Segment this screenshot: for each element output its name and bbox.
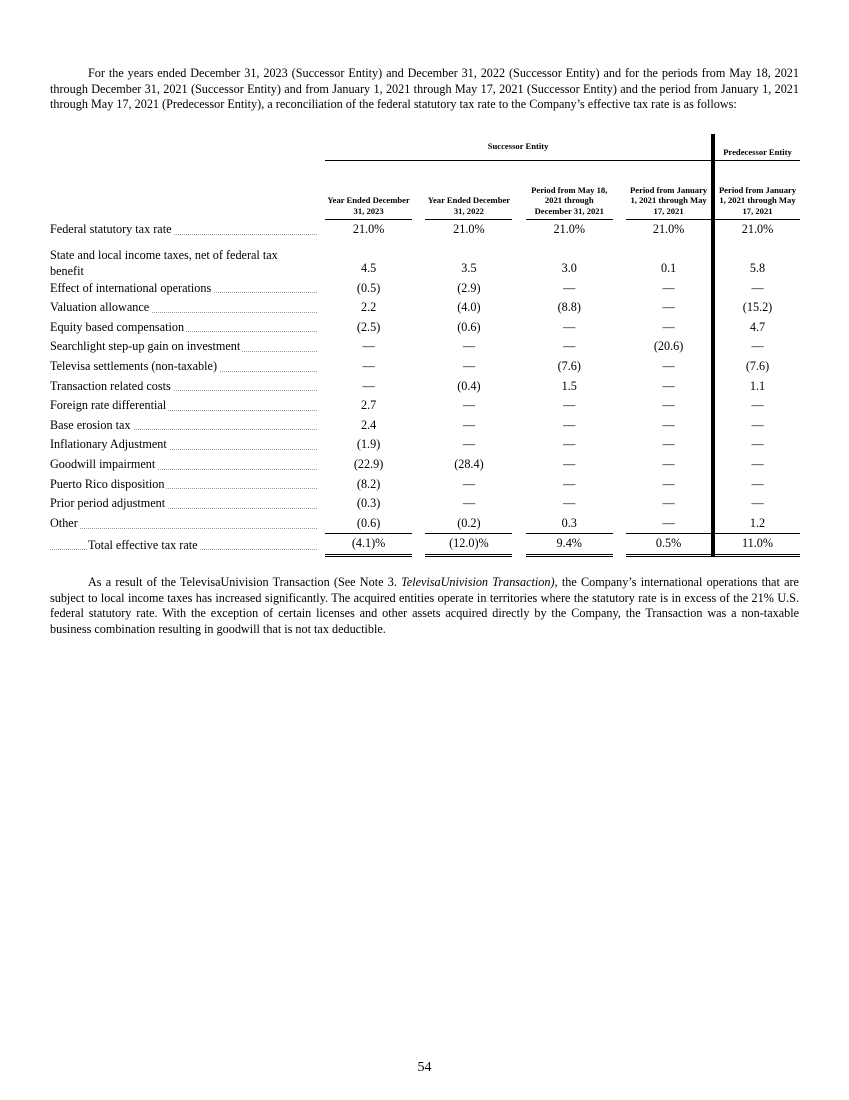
row-value: (4.1)% bbox=[325, 534, 412, 556]
row-value: 2.4 bbox=[360, 417, 377, 432]
spacer-cell bbox=[412, 514, 425, 534]
table-row bbox=[50, 455, 800, 475]
row-value: — bbox=[362, 339, 375, 354]
row-value: — bbox=[713, 416, 800, 436]
spacer-cell bbox=[512, 298, 525, 318]
row-value: — bbox=[462, 417, 475, 432]
spacer-cell bbox=[412, 377, 425, 397]
spacer-cell bbox=[412, 220, 425, 240]
row-value: 2.7 bbox=[360, 398, 377, 413]
spacer-cell bbox=[317, 455, 325, 475]
spacer-cell bbox=[512, 514, 525, 534]
row-value: — bbox=[462, 358, 475, 373]
row-value: — bbox=[662, 417, 675, 432]
spacer-cell bbox=[613, 435, 626, 455]
spacer-cell bbox=[412, 455, 425, 475]
row-value: — bbox=[662, 300, 675, 315]
spacer-cell bbox=[317, 494, 325, 514]
spacer-cell bbox=[317, 240, 325, 279]
row-value: (7.6) bbox=[713, 357, 800, 377]
row-value: — bbox=[662, 437, 675, 452]
row-value: — bbox=[563, 437, 576, 452]
row-value: (20.6) bbox=[653, 339, 684, 354]
column-header: Period from January 1, 2021 through May 17, 2021 bbox=[713, 161, 800, 220]
row-label bbox=[50, 337, 317, 357]
row-label-text: Puerto Rico disposition bbox=[50, 476, 165, 491]
total-row bbox=[50, 534, 800, 556]
row-label bbox=[50, 220, 317, 240]
row-label bbox=[50, 416, 317, 436]
spacer-cell bbox=[317, 534, 325, 556]
table-row bbox=[50, 396, 800, 416]
spacer-cell bbox=[412, 357, 425, 377]
row-value: — bbox=[662, 496, 675, 511]
spacer-cell bbox=[613, 318, 626, 338]
spacer-cell bbox=[317, 377, 325, 397]
spacer-cell bbox=[317, 279, 325, 299]
predecessor-entity-header: Predecessor Entity bbox=[713, 134, 800, 161]
row-value: 3.0 bbox=[561, 261, 577, 275]
closing-text-part1: As a result of the TelevisaUnivision Transaction (See Note 3. bbox=[88, 575, 402, 589]
row-label-text: Other bbox=[50, 516, 78, 531]
spacer-cell bbox=[412, 416, 425, 436]
table-row bbox=[50, 435, 800, 455]
row-value: (2.9) bbox=[457, 280, 481, 295]
spacer-cell bbox=[317, 337, 325, 357]
row-value: — bbox=[563, 319, 576, 334]
row-value: — bbox=[462, 437, 475, 452]
row-value: — bbox=[662, 378, 675, 393]
spacer-cell bbox=[512, 318, 525, 338]
row-value: 1.1 bbox=[713, 377, 800, 397]
row-value: (12.0)% bbox=[425, 534, 512, 556]
spacer-cell bbox=[317, 318, 325, 338]
spacer-cell bbox=[613, 416, 626, 436]
row-value: (0.2) bbox=[425, 514, 512, 534]
intro-text: For the years ended December 31, 2023 (Successor Entity) and December 31, 2022 (Successor Entity) and for the periods from May 18, 2021 through December 31, 2021 (Successor Entity) and from January 1, 2021 through May 17, 2021 (Successor Entity) and the period from January 1, 2021 through May 17, 2021 (Predecessor Entity), a reconciliation of the federal statutory tax rate to the Company’s effective tax rate is as follows: bbox=[50, 66, 799, 112]
row-value: — bbox=[462, 496, 475, 511]
row-label-text: Total effective tax rate bbox=[88, 537, 198, 552]
spacer-cell bbox=[512, 220, 525, 240]
row-value: — bbox=[563, 417, 576, 432]
row-value: 0.3 bbox=[526, 514, 613, 534]
row-value: — bbox=[662, 476, 675, 491]
row-label bbox=[50, 514, 317, 534]
row-value: — bbox=[362, 358, 375, 373]
spacer-cell bbox=[317, 514, 325, 534]
row-value: — bbox=[662, 319, 675, 334]
spacer-cell bbox=[512, 435, 525, 455]
column-header: Period from May 18, 2021 through December 31, 2021 bbox=[526, 161, 613, 220]
spacer-cell bbox=[512, 279, 525, 299]
spacer-cell bbox=[613, 475, 626, 495]
spacer-cell bbox=[512, 534, 525, 556]
spacer-cell bbox=[512, 416, 525, 436]
row-value: — bbox=[713, 435, 800, 455]
row-value: 21.0% bbox=[352, 222, 385, 236]
column-header: Year Ended December 31, 2023 bbox=[325, 161, 412, 220]
spacer-cell bbox=[512, 455, 525, 475]
row-value: — bbox=[563, 339, 576, 354]
row-value: 4.7 bbox=[713, 318, 800, 338]
row-value: — bbox=[713, 455, 800, 475]
spacer-cell bbox=[412, 279, 425, 299]
row-label bbox=[50, 377, 317, 397]
row-label bbox=[50, 435, 317, 455]
spacer-cell bbox=[512, 494, 525, 514]
row-value: 4.5 bbox=[360, 261, 377, 275]
table-row bbox=[50, 318, 800, 338]
row-label-text: Goodwill impairment bbox=[50, 456, 156, 471]
table-row bbox=[50, 377, 800, 397]
row-value: — bbox=[462, 339, 475, 354]
row-label-text: Valuation allowance bbox=[50, 300, 150, 315]
table-row bbox=[50, 220, 800, 240]
spacer-cell bbox=[317, 435, 325, 455]
row-value: (8.8) bbox=[557, 300, 581, 315]
row-value: (7.6) bbox=[557, 358, 581, 373]
spacer-cell bbox=[613, 279, 626, 299]
spacer-cell bbox=[613, 240, 626, 279]
row-value: — bbox=[462, 398, 475, 413]
row-value: — bbox=[563, 398, 576, 413]
spacer-cell bbox=[412, 298, 425, 318]
row-label bbox=[50, 240, 317, 279]
spacer-cell bbox=[613, 396, 626, 416]
spacer-cell bbox=[512, 377, 525, 397]
spacer-cell bbox=[613, 455, 626, 475]
row-value: — bbox=[662, 280, 675, 295]
row-value: (8.2) bbox=[356, 476, 381, 491]
spacer-cell bbox=[512, 337, 525, 357]
row-value: 5.8 bbox=[713, 240, 800, 279]
table-row bbox=[50, 357, 800, 377]
spacer-cell bbox=[317, 475, 325, 495]
closing-text-part2: , the Company’s international operations that are subject to local income taxes has increased significantly. The acquired entities operate in territories where the statutory rate is in excess of the 21% U.S. federal statutory rate. With the exception of certain licenses and other assets acquired directly by the Company, the Transaction was a non-taxable business combination resulting in goodwill that is not tax deductible. bbox=[50, 575, 799, 636]
row-value: — bbox=[462, 476, 475, 491]
spacer-cell bbox=[613, 220, 626, 240]
spacer-cell bbox=[613, 337, 626, 357]
closing-text-italic: TelevisaUnivision Transaction) bbox=[401, 575, 555, 589]
row-label bbox=[50, 279, 317, 299]
row-label-text: Searchlight step-up gain on investment bbox=[50, 339, 241, 354]
row-label bbox=[50, 396, 317, 416]
row-value: (2.5) bbox=[356, 319, 381, 334]
row-value: (0.5) bbox=[356, 280, 381, 295]
row-value: — bbox=[713, 494, 800, 514]
row-value: (1.9) bbox=[356, 437, 381, 452]
row-label-text: Federal statutory tax rate bbox=[50, 222, 172, 236]
row-value: (4.0) bbox=[457, 300, 481, 315]
spacer-cell bbox=[412, 337, 425, 357]
spacer-cell bbox=[512, 396, 525, 416]
row-label bbox=[50, 494, 317, 514]
row-value: 1.5 bbox=[561, 378, 577, 393]
row-value: (28.4) bbox=[454, 456, 484, 471]
row-label-text: Transaction related costs bbox=[50, 378, 171, 393]
row-value: 11.0% bbox=[713, 534, 800, 556]
spacer-cell bbox=[512, 475, 525, 495]
row-label-text: Televisa settlements (non-taxable) bbox=[50, 358, 218, 373]
row-label-text: Equity based compensation bbox=[50, 319, 185, 334]
table-row bbox=[50, 475, 800, 495]
spacer-cell bbox=[613, 357, 626, 377]
row-label bbox=[50, 534, 317, 556]
spacer-cell bbox=[613, 494, 626, 514]
row-value: 0.1 bbox=[660, 261, 677, 275]
spacer-cell bbox=[613, 377, 626, 397]
spacer-cell bbox=[412, 318, 425, 338]
table-row bbox=[50, 494, 800, 514]
row-value: — bbox=[563, 476, 576, 491]
row-value: 21.0% bbox=[453, 222, 485, 236]
row-label bbox=[50, 357, 317, 377]
row-label bbox=[50, 298, 317, 318]
row-label bbox=[50, 475, 317, 495]
column-header: Year Ended December 31, 2022 bbox=[425, 161, 512, 220]
closing-paragraph bbox=[50, 575, 799, 637]
row-value: — bbox=[713, 337, 800, 357]
table-row bbox=[50, 416, 800, 436]
row-label-text: Foreign rate differential bbox=[50, 398, 167, 413]
spacer-cell bbox=[613, 534, 626, 556]
table-row bbox=[50, 240, 800, 279]
row-value: 2.2 bbox=[360, 300, 377, 315]
spacer-cell bbox=[412, 494, 425, 514]
row-value: — bbox=[563, 456, 576, 471]
intro-paragraph bbox=[50, 66, 799, 113]
spacer-cell bbox=[412, 396, 425, 416]
spacer-cell bbox=[412, 534, 425, 556]
row-value: (0.6) bbox=[457, 319, 481, 334]
row-value: 0.5% bbox=[626, 534, 713, 556]
row-value: — bbox=[713, 279, 800, 299]
row-value: — bbox=[563, 280, 576, 295]
column-header: Period from January 1, 2021 through May 17, 2021 bbox=[626, 161, 713, 220]
row-label-text: Base erosion tax bbox=[50, 417, 131, 432]
row-label-text: Inflationary Adjustment bbox=[50, 437, 167, 452]
row-label bbox=[50, 455, 317, 475]
row-label-text: Prior period adjustment bbox=[50, 496, 166, 511]
row-value: — bbox=[662, 456, 675, 471]
row-value: (15.2) bbox=[713, 298, 800, 318]
spacer-cell bbox=[412, 475, 425, 495]
row-value: 21.0% bbox=[652, 222, 685, 236]
row-value: 9.4% bbox=[526, 534, 613, 556]
row-value: 1.2 bbox=[713, 514, 800, 534]
row-label-text: State and local income taxes, net of federal tax benefit bbox=[50, 247, 317, 279]
row-value: 21.0% bbox=[713, 220, 800, 240]
spacer-cell bbox=[317, 298, 325, 318]
spacer-cell bbox=[412, 435, 425, 455]
spacer-cell bbox=[317, 396, 325, 416]
successor-entity-header: Successor Entity bbox=[325, 134, 713, 161]
row-value: (22.9) bbox=[353, 456, 384, 471]
row-value: — bbox=[626, 514, 713, 534]
row-label-text: Effect of international operations bbox=[50, 280, 212, 295]
row-value: (0.3) bbox=[356, 496, 381, 511]
row-value: 3.5 bbox=[461, 261, 477, 275]
row-value: — bbox=[362, 378, 375, 393]
table-row bbox=[50, 279, 800, 299]
spacer-cell bbox=[613, 298, 626, 318]
row-value: — bbox=[713, 396, 800, 416]
table-row bbox=[50, 298, 800, 318]
tax-rate-reconciliation-table bbox=[50, 134, 800, 557]
spacer-cell bbox=[512, 357, 525, 377]
row-value: (0.4) bbox=[457, 378, 481, 393]
table-row bbox=[50, 337, 800, 357]
spacer-cell bbox=[317, 220, 325, 240]
spacer-cell bbox=[412, 240, 425, 279]
page-number: 54 bbox=[417, 1060, 432, 1075]
row-value: — bbox=[563, 496, 576, 511]
spacer-cell bbox=[317, 357, 325, 377]
spacer-cell bbox=[317, 416, 325, 436]
row-value: (0.6) bbox=[325, 514, 412, 534]
spacer-cell bbox=[613, 514, 626, 534]
row-value: — bbox=[713, 475, 800, 495]
table-row bbox=[50, 514, 800, 534]
row-label bbox=[50, 318, 317, 338]
spacer-cell bbox=[512, 240, 525, 279]
row-value: — bbox=[662, 358, 675, 373]
row-value: 21.0% bbox=[553, 222, 585, 236]
row-value: — bbox=[662, 398, 675, 413]
